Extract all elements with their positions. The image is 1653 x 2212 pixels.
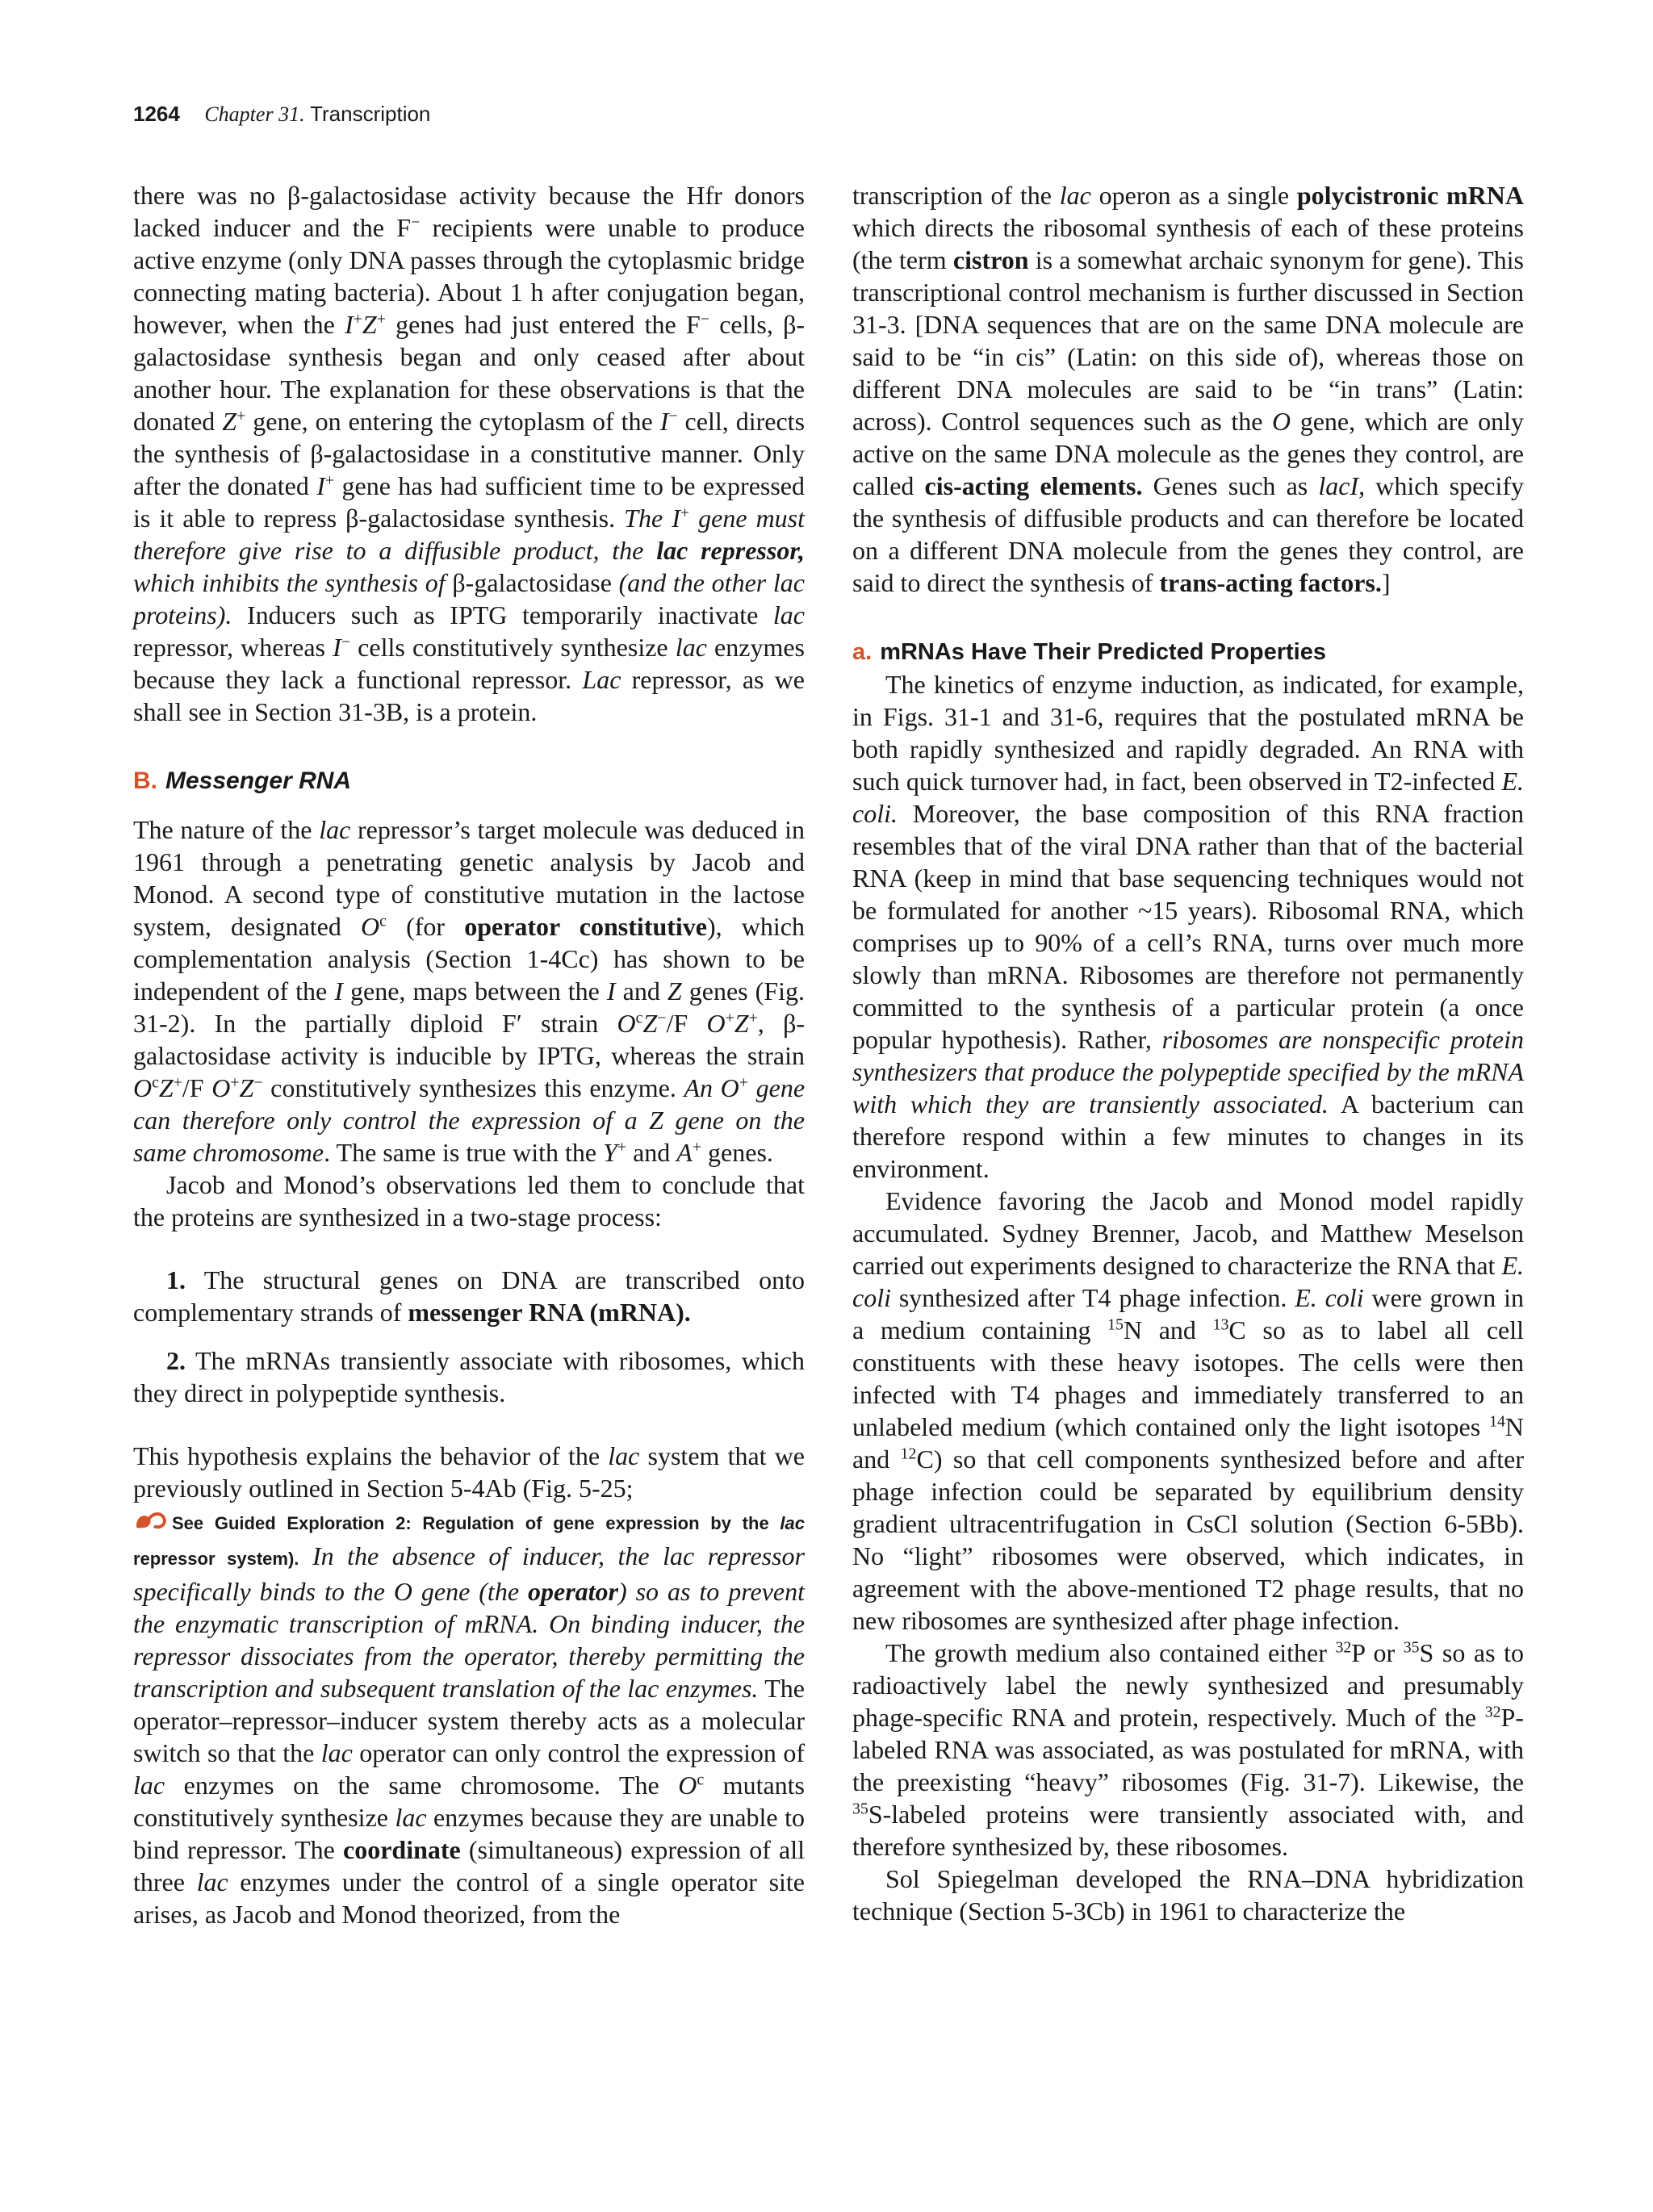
paragraph: there was no β-galactosidase activity because the Hfr donors lacked inducer and the F− recipients were unable to produce active enzyme (only DNA passes through the cytoplasmic bridge connecting mating bacteria). About 1 h after conjugation began, however, when the I+Z+ genes had just entered the F− cells, β-galactosidase synthesis began and only ceased after about another hour. The explanation for these observations is that the donated Z+ gene, on entering the cytoplasm of the I− cell, directs the synthesis of β-galactosidase in a constitutive manner. Only after the donated I+ gene has had sufficient time to be expressed is it able to repress β-galactosidase synthesis. The I+ gene must therefore give rise to a diffusible product, the lac repressor, which inhibits the synthesis of β-galactosidase (and the other lac proteins). Inducers such as IPTG temporarily inactivate lac repressor, whereas I− cells constitutively synthesize lac enzymes because they lack a functional repressor. Lac repressor, as we shall see in Section 31-3B, is a protein. — [133, 181, 806, 726]
chapter-title: Transcription — [310, 102, 431, 126]
page-number: 1264 — [133, 102, 180, 126]
guided-exploration-icon — [133, 1507, 169, 1532]
right-column — [852, 179, 1524, 1927]
paragraph: transcription of the lac operon as a single polycistronic mRNA which directs the ribosomal synthesis of each of these proteins (the term cistron is a somewhat archaic synonym for gene). This transcriptional control mechanism is further discussed in Section 31-3. [DNA sequences that are on the same DNA molecule are said to be “in cis” (Latin: on this side of), whereas those on different DNA molecules are said to be “in trans” (Latin: across). Control sequences such as the O gene, which are only active on the same DNA molecule as the genes they control, are called cis-acting elements. Genes such as lacI, which specify the synthesis of diffusible products and can therefore be located on a different DNA molecule from the genes they control, are said to direct the synthesis of trans-acting factors.] — [852, 181, 1525, 597]
list-item: 2. The mRNAs transiently associate with ribosomes, which they direct in polypeptide synthesis. — [133, 1346, 805, 1407]
paragraph: Jacob and Monod’s observations led them to conclude that the proteins are synthesized in a two-stage process: — [133, 1170, 805, 1231]
page-header — [133, 102, 430, 127]
section-heading: B. Messenger RNA — [133, 767, 352, 794]
paragraph: The kinetics of enzyme induction, as indicated, for example, in Figs. 31-1 and 31-6, requires that the postulated mRNA be both rapidly synthesized and rapidly degraded. An RNA with such quick turnover had, in fact, been observed in T2-infected E. coli. Moreover, the base composition of this RNA fraction resembles that of the viral DNA rather than that of the bacterial RNA (keep in mind that base sequencing techniques would not be formulated for another ~15 years). Ribosomal RNA, which comprises up to 90% of a cell’s RNA, turns over much more slowly than mRNA. Ribosomes are therefore not permanently committed to the synthesis of a particular protein (a once popular hypothesis). Rather, ribosomes are nonspecific protein synthesizers that produce the polypeptide specified by the mRNA with which they are transiently associated. A bacterium can therefore respond within a few minutes to changes in its environment. — [852, 670, 1525, 1183]
paragraph: The nature of the lac repressor’s target molecule was deduced in 1961 through a penetrating genetic analysis by Jacob and Monod. A second type of constitutive mutation in the lactose system, designated $O^c$ (for operator constitutive), which complementation analysis (Section 1-4Cc) has shown to be independent of the I gene, maps between the I and Z genes (Fig. 31-2). In the partially diploid F′ strain $O^cZ^-/F$ O+Z+, β-galactosidase activity is inducible by IPTG, whereas the strain $O^cZ^+/F$ O+Z− constitutively synthesizes this enzyme. An O+ gene can therefore only control the expression of a Z gene on the same chromosome. The same is true with the Y+ and A+ genes. — [133, 815, 806, 1167]
paragraph: Evidence favoring the Jacob and Monod model rapidly accumulated. Sydney Brenner, Jacob, and Matthew Meselson carried out experiments designed to characterize the RNA that E. coli synthesized after T4 phage infection. E. coli were grown in a medium containing $^{15}$N and $^{13}$C so as to label all cell constituents with these heavy isotopes. The cells were then infected with T4 phages and immediately transferred to an unlabeled medium (which contained only the light isotopes $^{14}$N and $^{12}$C) so that cell components synthesized before and after phage infection could be separated by equilibrium density gradient ultracentrifugation in CsCl solution (Section 6-5Bb). No “light” ribosomes were observed, which indicates, in agreement with the above-mentioned T2 phage results, that no new ribosomes are synthesized after phage infection. — [852, 1186, 1525, 1635]
subsection-heading: a. mRNAs Have Their Predicted Properties — [852, 639, 1326, 665]
paragraph: This hypothesis explains the behavior of the lac system that we previously outlined in Section 5-4Ab (Fig. 5-25; See Guided Exploration 2: Regulation of gene expression by the lac repressor system). In the absence of inducer, the lac repressor specifically binds to the O gene (the operator) so as to prevent the enzymatic transcription of mRNA. On binding inducer, the repressor dissociates from the operator, thereby permitting the transcription and subsequent translation of the lac enzymes. The operator–repressor–inducer system thereby acts as a molecular switch so that the lac operator can only control the expression of lac enzymes on the same chromosome. The $O^c$ mutants constitutively synthesize lac enzymes because they are unable to bind repressor. The coordinate (simultaneous) expression of all three lac enzymes under the control of a single operator site arises, as Jacob and Monod theorized, from the — [133, 1441, 806, 1929]
chapter-label: Chapter 31. — [204, 102, 305, 126]
paragraph: The growth medium also contained either $^{32}$P or $^{35}$S so as to radioactively label the newly synthesized and presumably phage-specific RNA and protein, respectively. Much of the $^{32}$P-labeled RNA was associated, as was postulated for mRNA, with the preexisting “heavy” ribosomes (Fig. 31-7). Likewise, the $^{35}$S-labeled proteins were transiently associated with, and therefore synthesized by, these ribosomes. — [852, 1638, 1525, 1861]
guided-exploration-link[interactable]: See Guided Exploration 2: Regulation of gene expression by the lac repressor system). — [133, 1513, 805, 1569]
list-item: 1. The structural genes on DNA are transcribed onto complementary strands of messenger RNA (mRNA). — [133, 1265, 805, 1327]
paragraph: Sol Spiegelman developed the RNA–DNA hybridization technique (Section 5-3Cb) in 1961 to characterize the — [852, 1864, 1524, 1926]
left-column — [133, 179, 805, 1930]
numbered-list — [133, 1264, 805, 1409]
